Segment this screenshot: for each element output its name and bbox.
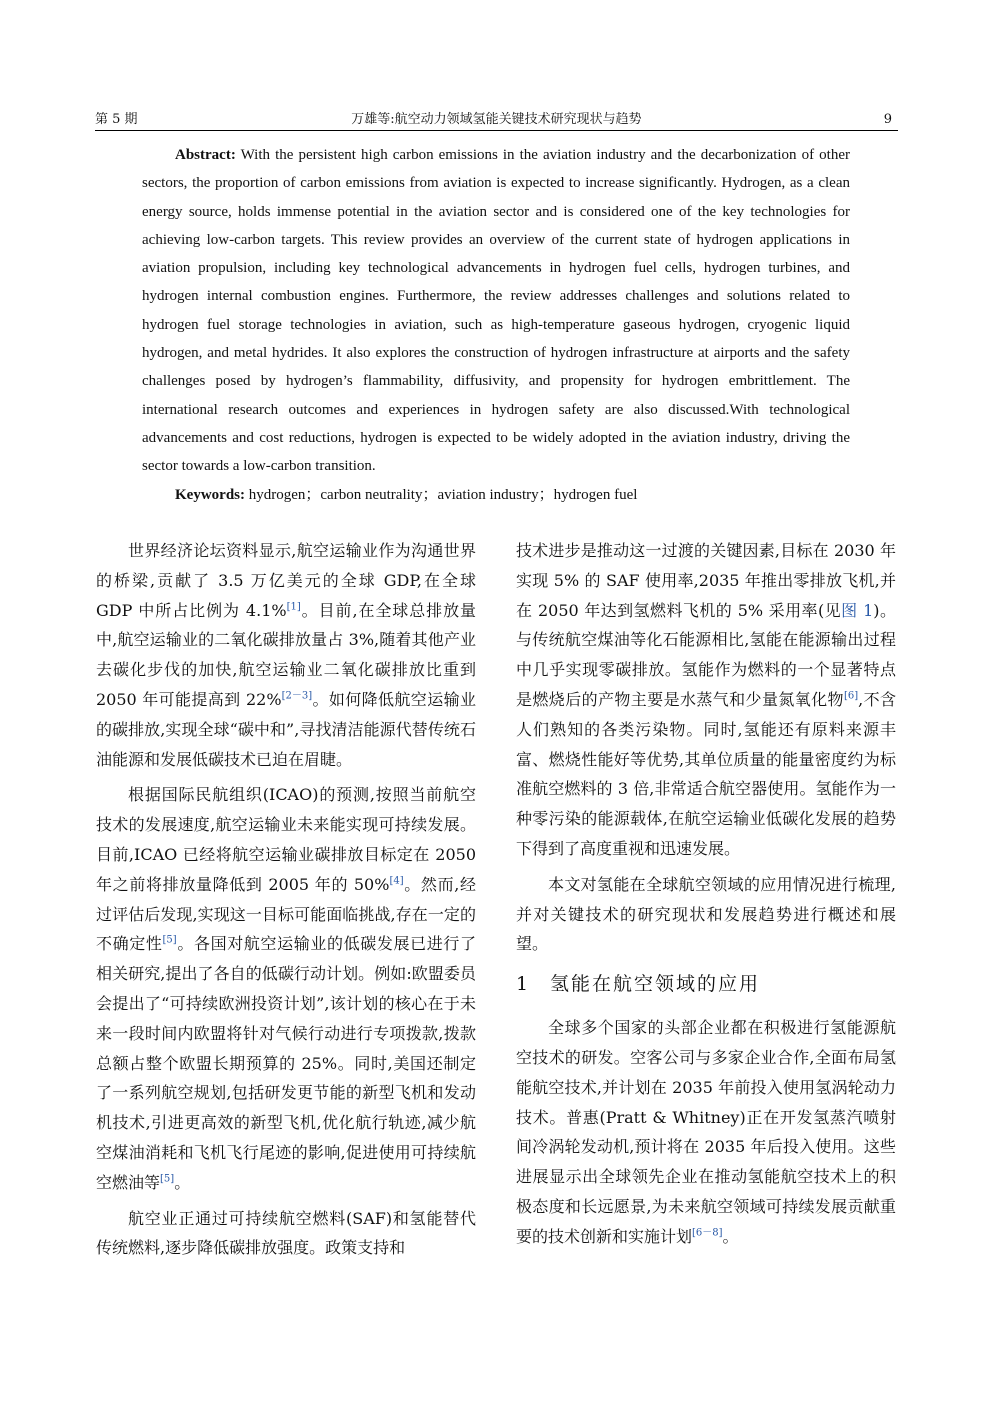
left-column xyxy=(96,536,476,1263)
citation-link[interactable]: [2－3] xyxy=(281,690,313,702)
citation-link[interactable]: [4] xyxy=(389,875,404,887)
text-run: ,不含人们熟知的各类污染物。同时,氢能还有原料来源丰富、燃烧性能好等优势,其单位质量的能量密度约为标准航空燃料的 3 倍,非常适合航空器使用。氢能作为一种零污染的能源载体,在航空运输业低碳化发展的趋势下得到了高度重视和迅速发展。 xyxy=(516,689,896,858)
page-number: 9 xyxy=(883,112,892,127)
text-run: 。 xyxy=(722,1226,739,1246)
text-run: 。如何降低航空运输业的碳排放,实现全球“碳中和”,寻找清洁能源代替传统石油能源和发展低碳技术已迫在眉睫。 xyxy=(96,689,476,769)
text-run: 根据国际民航组织(ICAO)的预测,按照当前航空技术的发展速度,航空运输业未来能实现可持续发展。目前,ICAO 已经将航空运输业碳排放目标定在 2050 年之前将排放量降低到 2005 年的 50% xyxy=(96,785,476,894)
body-paragraph xyxy=(96,536,476,774)
body-paragraph xyxy=(96,780,476,1197)
citation-link[interactable]: [5] xyxy=(160,1173,175,1185)
section-number: 1 xyxy=(516,973,531,996)
body-paragraph: 本文对氢能在全球航空领域的应用情况进行梳理,并对关键技术的研究现状和发展趋势进行概述和展望。 xyxy=(516,874,896,954)
abstract-text: With the persistent high carbon emissions in the aviation industry and the decarbonization of other sectors, the proportion of carbon emissions from aviation is expected to increase significantly. Hydrogen, as a clean energy source, holds immense potential in the aviation sector and is considered one of the key technologies for achieving low-carbon targets. This review provides an overview of the current state of hydrogen applications in aviation propulsion, including key technological advancements in hydrogen fuel cells, hydrogen turbines, and hydrogen internal combustion engines. Furthermore, the review addresses challenges and solutions related to hydrogen fuel storage technologies in aviation, such as high-temperature gaseous hydrogen, cryogenic liquid hydrogen, and metal hydrides. It also explores the construction of hydrogen infrastructure at airports and the safety challenges posed by hydrogen’s flammability, diffusivity, and propensity for hydrogen embrittlement. The international research outcomes and experiences in hydrogen safety are also discussed.With technological advancements and cost reductions, hydrogen is expected to be widely adopted in the aviation industry, driving the sector towards a low-carbon transition. xyxy=(142,147,850,475)
body-paragraph-continued xyxy=(516,536,896,864)
text-run: 技术进步是推动这一过渡的关键因素,目标在 2030 年实现 5% 的 SAF 使用率,2035 年推出零排放飞机,并在 2050 年达到氢燃料飞机的 5% 采用率(见 xyxy=(516,541,896,620)
text-run: 。目前,在全球总排放量中,航空运输业的二氧化碳排放量占 3%,随着其他产业去碳化步伐的加快,航空运输业二氧化碳排放比重到 2050 年可能提高到 22% xyxy=(96,600,476,709)
keywords-text: hydrogen；carbon neutrality；aviation industry；hydrogen fuel xyxy=(248,486,638,503)
citation-link[interactable]: [6－8] xyxy=(692,1227,723,1239)
text-run: 全球多个国家的头部企业都在积极进行氢能源航空技术的研发。空客公司与多家企业合作,全面布局氢能航空技术,并计划在 2035 年前投入使用氢涡轮动力技术。普惠(Pratt & Whitney)正在开发氢蒸汽喷射间冷涡轮发动机,预计将在 2035 年后投入使用。这些进展显示出全球领先企业在推动氢能航空技术上的积极态度和长远愿景,为未来航空领域可持续发展贡献重要的技术创新和实施计划 xyxy=(516,1018,896,1246)
section-title: 氢能在航空领域的应用 xyxy=(550,973,761,996)
keywords-line xyxy=(142,481,850,509)
text-run: )。与传统航空煤油等化石能源相比,氢能在能源输出过程中几乎实现零碳排放。氢能作为燃料的一个显著特点是燃烧后的产物主要是水蒸气和少量氮氧化物 xyxy=(516,600,896,709)
text-run: 世界经济论坛资料显示,航空运输业作为沟通世界的桥梁,贡献了 3.5 万亿美元的全球 GDP,在全球 GDP 中所占比例为 4.1% xyxy=(96,541,476,620)
header-rule xyxy=(95,130,898,131)
body-paragraph: 航空业正通过可持续航空燃料(SAF)和氢能替代传统燃料,逐步降低碳排放强度。政策支持和 xyxy=(96,1208,476,1258)
page-header xyxy=(95,110,898,132)
english-abstract xyxy=(142,141,850,509)
right-column xyxy=(516,536,896,1252)
section-heading xyxy=(516,969,896,999)
text-run: 。 xyxy=(174,1172,191,1192)
abstract-paragraph xyxy=(142,141,850,481)
citation-link[interactable]: [5] xyxy=(162,935,177,947)
abstract-label: Abstract: xyxy=(175,147,236,163)
text-run: 。然而,经过评估后发现,实现这一目标可能面临挑战,存在一定的不确定性 xyxy=(96,874,476,954)
citation-link[interactable]: [1] xyxy=(286,601,301,613)
keywords-label: Keywords: xyxy=(175,486,245,503)
figure-link[interactable]: 图 1 xyxy=(841,600,874,620)
running-title: 万雄等:航空动力领域氢能关键技术研究现状与趋势 xyxy=(351,112,642,127)
body-paragraph xyxy=(516,1013,896,1251)
issue-number: 第 5 期 xyxy=(95,112,138,127)
text-run: 。各国对航空运输业的低碳发展已进行了相关研究,提出了各自的低碳行动计划。例如:欧盟委员会提出了“可持续欧洲投资计划”,该计划的核心在于未来一段时间内欧盟将针对气候行动进行专项拨款,拨款总额占整个欧盟长期预算的 25%。同时,美国还制定了一系列航空规划,包括研发更节能的新型飞机和发动机技术,引进更高效的新型飞机,优化航行轨迹,减少航空煤油消耗和飞机飞行尾迹的影响,促进使用可持续航空燃油等 xyxy=(96,934,476,1192)
citation-link[interactable]: [6] xyxy=(843,690,859,702)
